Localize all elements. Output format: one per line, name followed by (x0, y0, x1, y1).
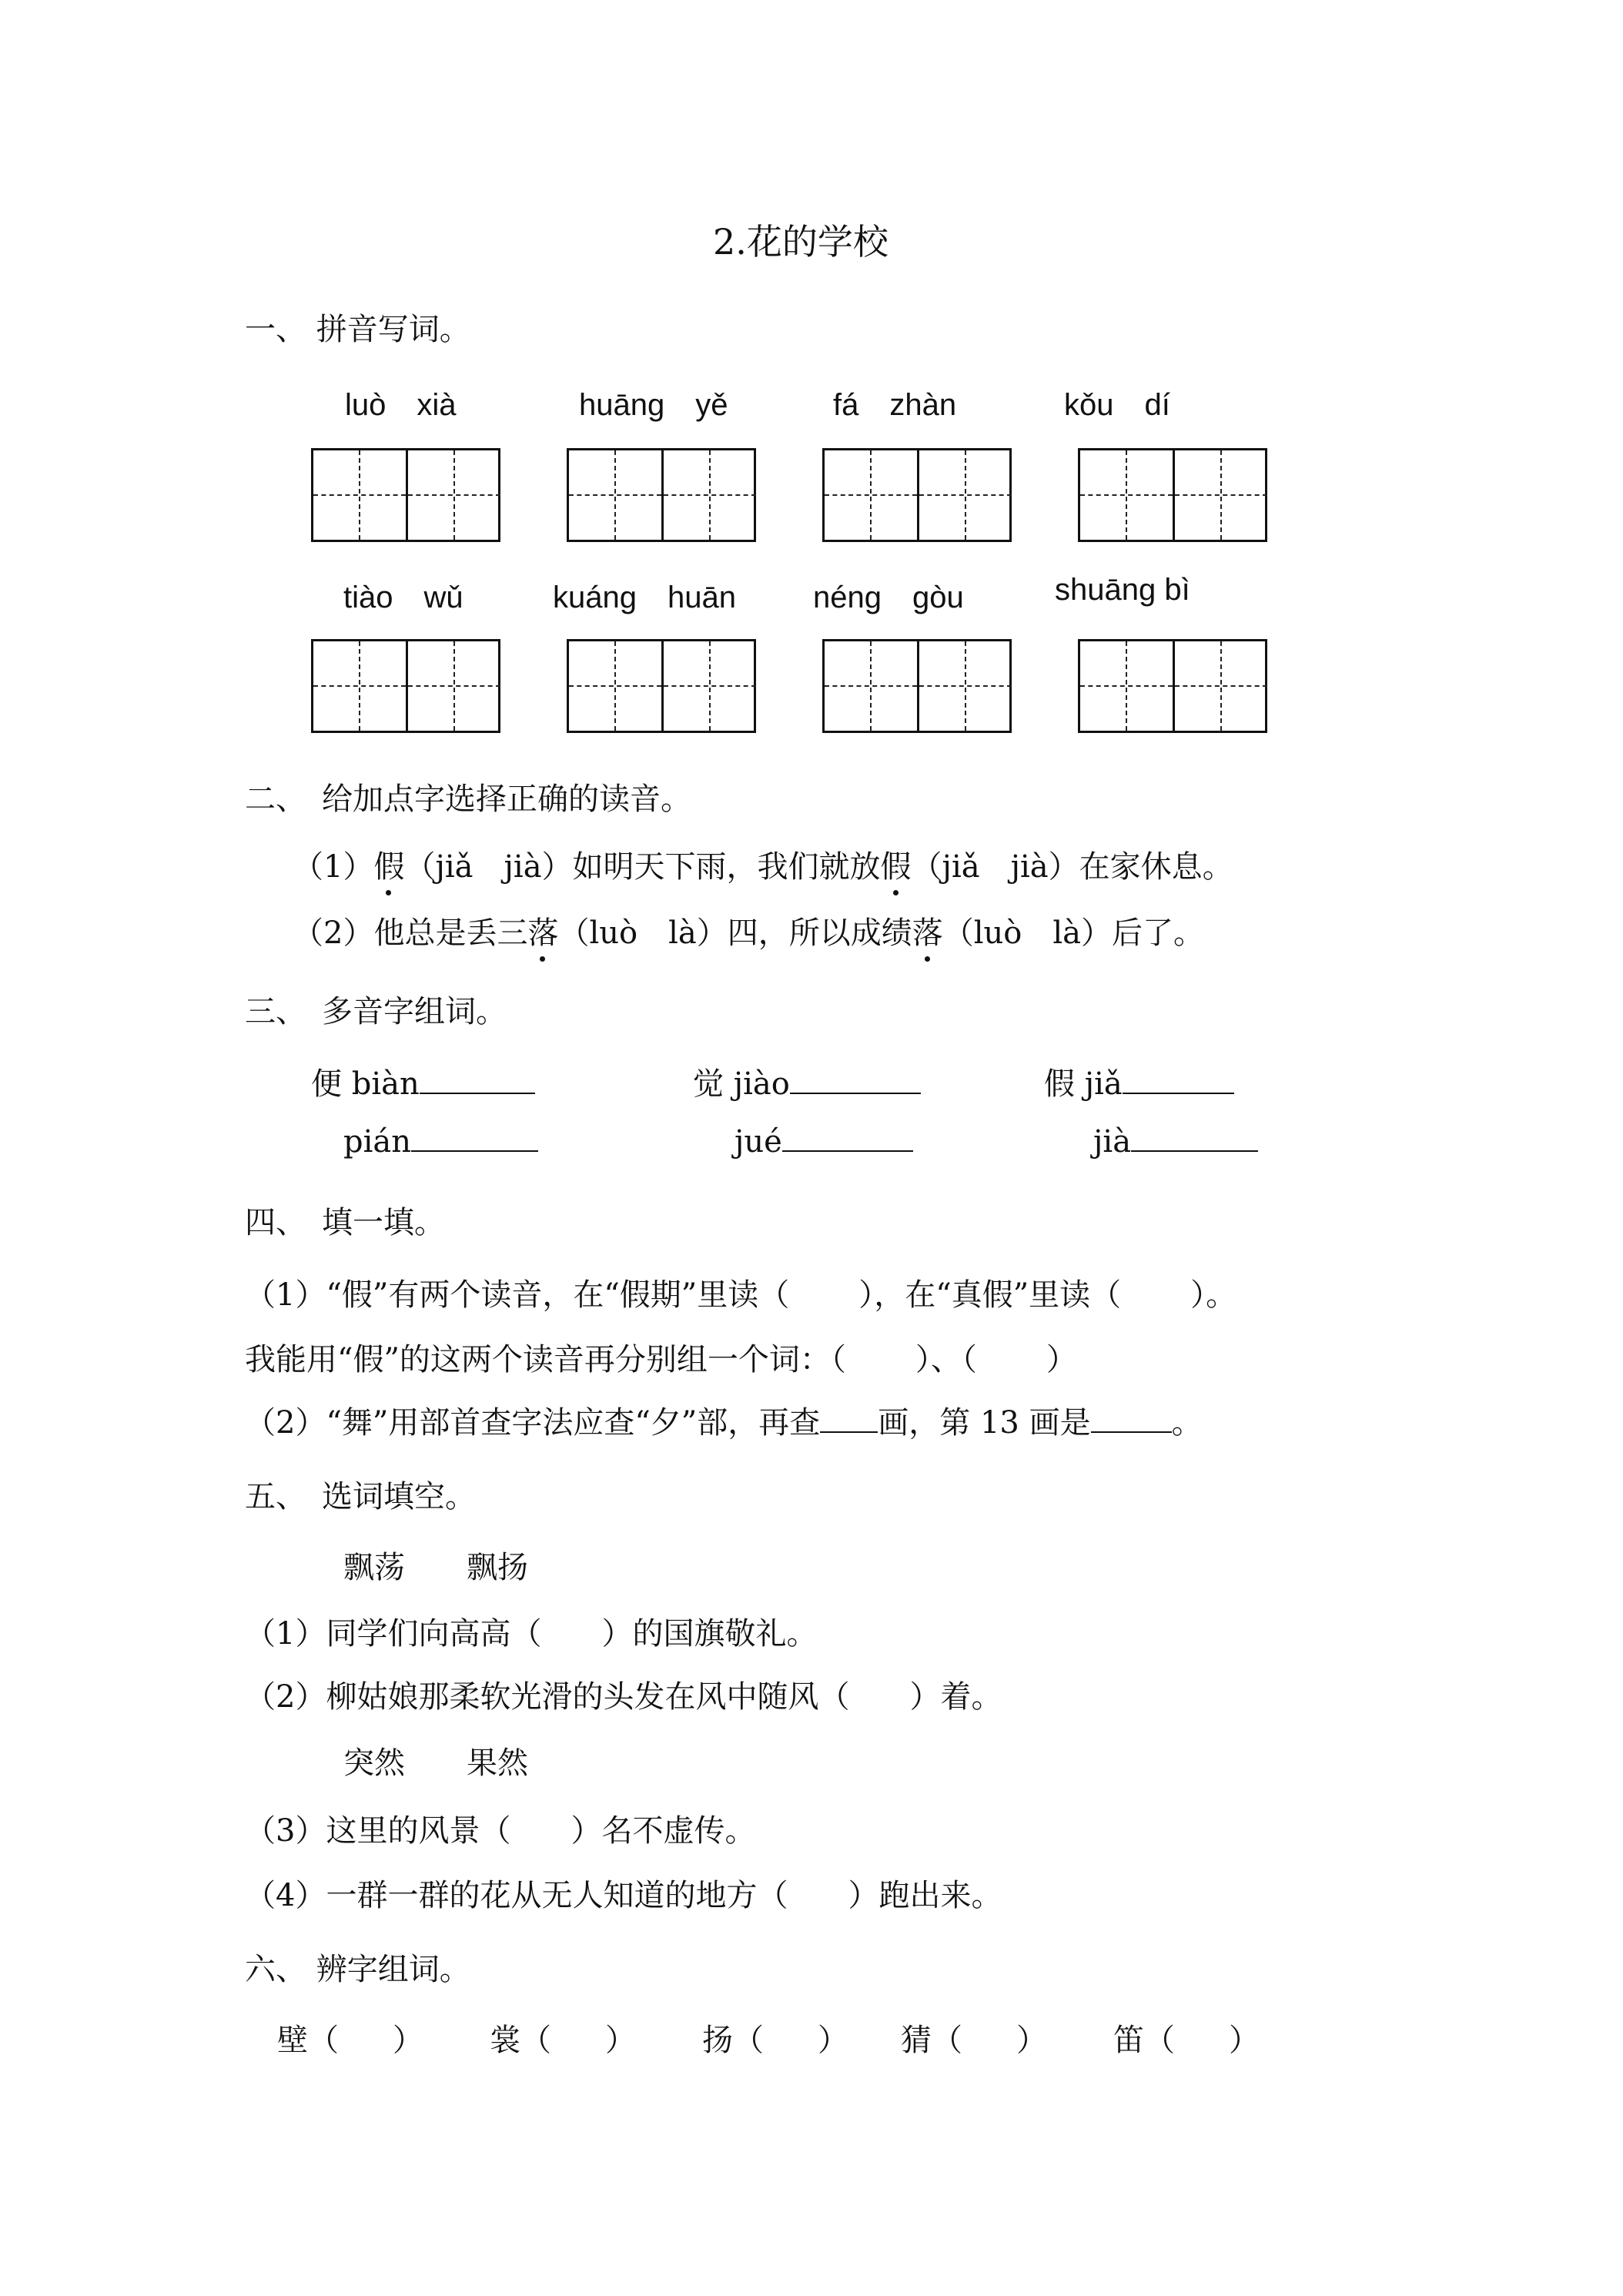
answer-blank[interactable] (1123, 1093, 1234, 1094)
question-line (293, 909, 1204, 952)
question-text: （jiǎ jià）如明天下雨，我们就放 (404, 849, 881, 885)
char-item (901, 2016, 1047, 2060)
polyphone-item (311, 1059, 535, 1103)
polyphone-label: 觉 jiào (693, 1066, 790, 1102)
pinyin-word: tiào wǔ (343, 581, 463, 614)
question-number: （1） (293, 849, 374, 885)
paren-close: ） (818, 2023, 848, 2058)
dotted-char: 假 (373, 849, 405, 885)
question-text: （luò là）四，所以成绩 (558, 915, 912, 951)
writing-grid[interactable] (311, 639, 500, 733)
question-line (245, 1270, 1236, 1314)
writing-grid[interactable] (822, 448, 1012, 542)
word-choices: 突然 果然 (343, 1745, 528, 1781)
polyphone-item (1044, 1059, 1234, 1103)
question-text: ）名不虚传。 (571, 1813, 756, 1849)
writing-grid[interactable] (1078, 448, 1267, 542)
pinyin-word: kǒu dí (1064, 388, 1170, 422)
pinyin-word: shuāng bì (1055, 573, 1190, 607)
answer-blank[interactable] (820, 1431, 878, 1433)
section-2-heading: 二、 给加点字选择正确的读音。 (245, 782, 691, 817)
question-line (245, 1806, 755, 1850)
polyphone-label: 便 biàn (311, 1066, 420, 1102)
question-text: ）着。 (909, 1679, 1002, 1715)
polyphone-label: jué (735, 1124, 782, 1160)
char-label: 笛（ (1113, 2023, 1175, 2058)
question-text: ）。 (1190, 1277, 1237, 1313)
char-label: 猜（ (901, 2023, 962, 2058)
char-label: 壁（ (277, 2023, 339, 2058)
pinyin-word: huāng yě (579, 388, 728, 422)
question-text: （3）这里的风景（ (245, 1813, 511, 1849)
paren-close: ） (1229, 2023, 1260, 2058)
writing-grid[interactable] (822, 639, 1012, 733)
writing-grid[interactable] (567, 639, 756, 733)
pinyin-word: luò xià (345, 388, 457, 422)
paren-close: ） (393, 2023, 423, 2058)
question-text: ）跑出来。 (848, 1878, 1002, 1913)
polyphone-item (343, 1124, 538, 1160)
answer-blank[interactable] (790, 1093, 921, 1094)
question-line (245, 1335, 1077, 1379)
char-label: 扬（ (702, 2023, 764, 2058)
answer-blank[interactable] (1091, 1431, 1172, 1433)
answer-blank[interactable] (782, 1150, 913, 1152)
question-text: （2）“舞”用部首查字法应查“夕”部，再查 (245, 1405, 821, 1441)
section-1-heading: 一、 拼音写词。 (245, 312, 470, 347)
section-6-heading: 六、 辨字组词。 (245, 1952, 470, 1987)
section-4-heading: 四、 填一填。 (245, 1205, 445, 1240)
page-title: 2.花的学校 (713, 221, 888, 263)
question-text: ） (1046, 1342, 1077, 1377)
pinyin-word: fá zhàn (833, 388, 957, 422)
paren-close: ） (605, 2023, 636, 2058)
question-line (245, 1398, 1203, 1442)
char-label: 裳（ (490, 2023, 551, 2058)
question-text: （luò là）后了。 (942, 915, 1205, 951)
dotted-char: 落 (912, 915, 943, 951)
pinyin-word: kuáng huān (553, 581, 736, 614)
question-line (245, 1871, 1002, 1915)
question-text: （2）柳姑娘那柔软光滑的头发在风中随风（ (245, 1679, 850, 1715)
char-item (702, 2016, 848, 2060)
question-text: ）的国旗敬礼。 (601, 1616, 818, 1652)
answer-blank[interactable] (1131, 1150, 1258, 1152)
question-line (245, 1609, 817, 1653)
section-5-heading: 五、 选词填空。 (245, 1479, 476, 1514)
paren-close: ） (1016, 2023, 1047, 2058)
polyphone-label: jià (1093, 1124, 1132, 1160)
question-text: 我能用“假”的这两个读音再分别组一个词：（ (245, 1342, 846, 1377)
dotted-char: 假 (880, 849, 912, 885)
writing-grid[interactable] (567, 448, 756, 542)
char-item (490, 2016, 636, 2060)
char-item (277, 2016, 423, 2060)
question-text: 画，第 13 画是 (878, 1405, 1091, 1441)
question-text: （2）他总是丢三 (293, 915, 528, 951)
writing-grid[interactable] (1078, 639, 1267, 733)
question-text: （1）同学们向高高（ (245, 1616, 542, 1652)
question-text: （jiǎ jià）在家休息。 (911, 849, 1233, 885)
dotted-char: 落 (527, 915, 559, 951)
polyphone-label: pián (343, 1124, 412, 1160)
section-3-heading: 三、 多音字组词。 (245, 994, 507, 1029)
word-choices: 飘荡 飘扬 (343, 1550, 528, 1585)
answer-blank[interactable] (411, 1150, 538, 1152)
polyphone-item (693, 1059, 921, 1103)
question-text: ）、（ (915, 1342, 977, 1377)
char-item (1113, 2016, 1260, 2060)
polyphone-item (1093, 1124, 1258, 1160)
writing-grid[interactable] (311, 448, 500, 542)
question-text: （4）一群一群的花从无人知道的地方（ (245, 1878, 788, 1913)
question-line (293, 842, 1233, 886)
question-text: （1）“假”有两个读音，在“假期”里读（ (245, 1277, 790, 1313)
polyphone-item (735, 1124, 913, 1160)
question-text: 。 (1171, 1405, 1203, 1441)
question-text: ），在“真假”里读（ (858, 1277, 1122, 1313)
question-line (245, 1672, 1002, 1716)
polyphone-label: 假 jiǎ (1044, 1066, 1123, 1102)
pinyin-word: néng gòu (813, 581, 964, 614)
answer-blank[interactable] (420, 1093, 535, 1094)
